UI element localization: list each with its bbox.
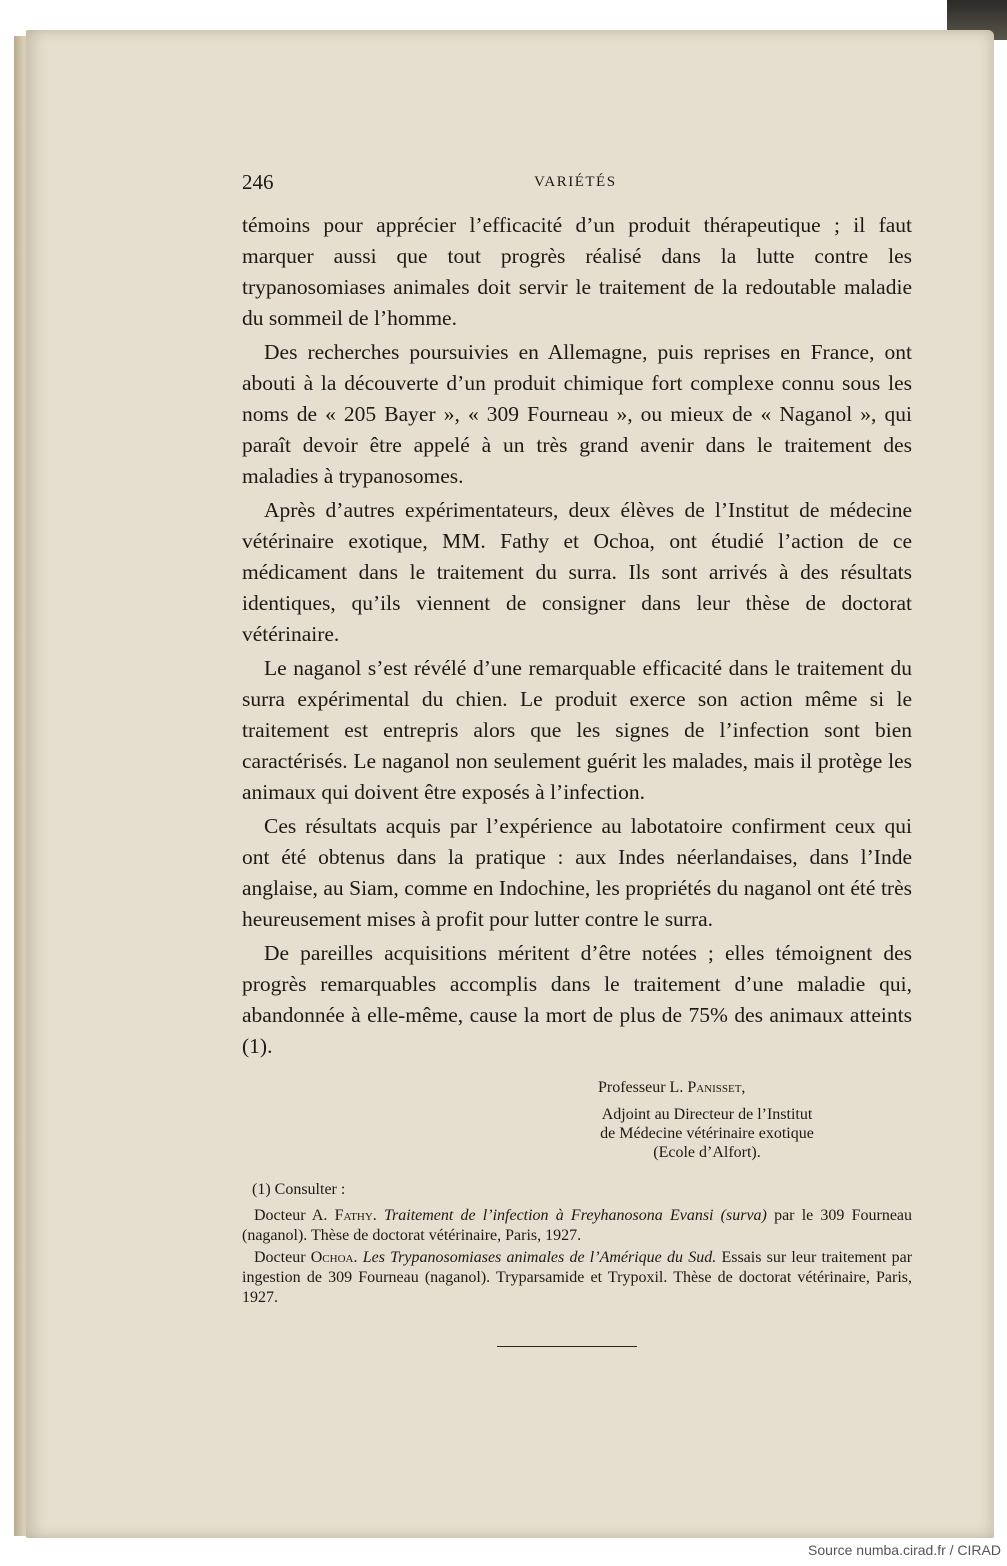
signature-title-3: (Ecole d’Alfort). bbox=[653, 1144, 761, 1161]
running-head bbox=[242, 170, 912, 210]
ref2-rest: Essais sur leur traitement par ingestion de 309 Fourneau (naganol). Tryparsamide et Trypoxil. Thèse de doctorat vétérinaire, Paris, 1927. bbox=[242, 1249, 913, 1306]
signature-name-line bbox=[598, 1078, 912, 1097]
ref1-rest: par le 309 Fourneau (naganol). Thèse de doctorat vétérinaire, Paris, 1927. bbox=[242, 1207, 913, 1244]
signature-title-2: de Médecine vétérinaire exotique bbox=[600, 1125, 814, 1142]
paragraph-4: Le naganol s’est révélé d’une remarquable efficacité dans le traitement du surra expérimental du chien. Le produit exerce son action même si le traitement est entrepris alors que les signes de l’infection sont bien caractérisés. Le naganol non seulement guérit les malades, mais il protège les animaux qui doivent être exposés à l’infection. bbox=[242, 656, 912, 804]
source-credit: Source numba.cirad.fr / CIRAD bbox=[808, 1542, 1001, 1558]
footnote-reference-1 bbox=[242, 1206, 912, 1246]
ref2-author: Ochoa. bbox=[310, 1249, 358, 1266]
paragraph-1: témoins pour apprécier l’efficacité d’un produit thérapeutique ; il faut marquer aussi que tout progrès réalisé dans la lutte contre les trypanosomiases animales doit servir le traitement de la redoutable maladie du sommeil de l’homme. bbox=[242, 213, 912, 330]
signature-title-1: Adjoint au Directeur de l’Institut bbox=[601, 1106, 813, 1123]
paragraph-5: Ces résultats acquis par l’expérience au labotatoire confirment ceux qui ont été obtenus dans la pratique : aux Indes néerlandaises, dans l’Inde anglaise, au Siam, comme en Indochine, les propriétés du naganol ont été très heureusement mises à profit pour lutter contre le surra. bbox=[242, 814, 912, 931]
signature-prefix: Professeur L. bbox=[598, 1079, 684, 1096]
book-page bbox=[26, 30, 994, 1538]
page-content bbox=[242, 170, 912, 1347]
ref2-prefix: Docteur bbox=[254, 1249, 306, 1266]
footnote-reference-2 bbox=[242, 1248, 912, 1308]
article-body bbox=[242, 210, 912, 1062]
paragraph-3: Après d’autres expérimentateurs, deux élèves de l’Institut de médecine vétérinaire exotique, MM. Fathy et Ochoa, ont étudié l’action de ce médicament dans le traitement du surra. Ils sont arrivés à des résultats identiques, qu’ils viennent de consigner dans leur thèse de doctorat vétérinaire. bbox=[242, 498, 912, 646]
paragraph-6: De pareilles acquisitions méritent d’être notées ; elles témoignent des progrès remarquables accomplis dans le traitement d’une maladie qui, abandonnée à elle-même, cause la mort de plus de 75% des animaux atteints (1). bbox=[242, 941, 912, 1058]
signature-block bbox=[542, 1078, 912, 1162]
ref1-author: Fathy. bbox=[334, 1207, 377, 1224]
signature-name: Panisset, bbox=[687, 1079, 746, 1096]
paragraph-2: Des recherches poursuivies en Allemagne, puis reprises en France, ont abouti à la découverte d’un produit chimique fort complexe connu sous les noms de « 205 Bayer », « 309 Fourneau », ou mieux de « Naganol », qui paraît devoir être appelé à un très grand avenir dans le traitement des maladies à trypanosomes. bbox=[242, 340, 912, 488]
ref2-title: Les Trypanosomiases animales de l’Amérique du Sud. bbox=[362, 1249, 717, 1266]
running-title: VARIÉTÉS bbox=[534, 174, 617, 190]
ref1-title: Traitement de l’infection à Freyhanosona Evansi (surva) bbox=[384, 1207, 767, 1224]
end-rule-divider bbox=[497, 1346, 637, 1347]
page-number: 246 bbox=[242, 170, 274, 194]
footnote-intro: (1) Consulter : bbox=[252, 1181, 346, 1198]
footnotes bbox=[242, 1180, 912, 1308]
ref1-prefix: Docteur A. bbox=[254, 1207, 328, 1224]
